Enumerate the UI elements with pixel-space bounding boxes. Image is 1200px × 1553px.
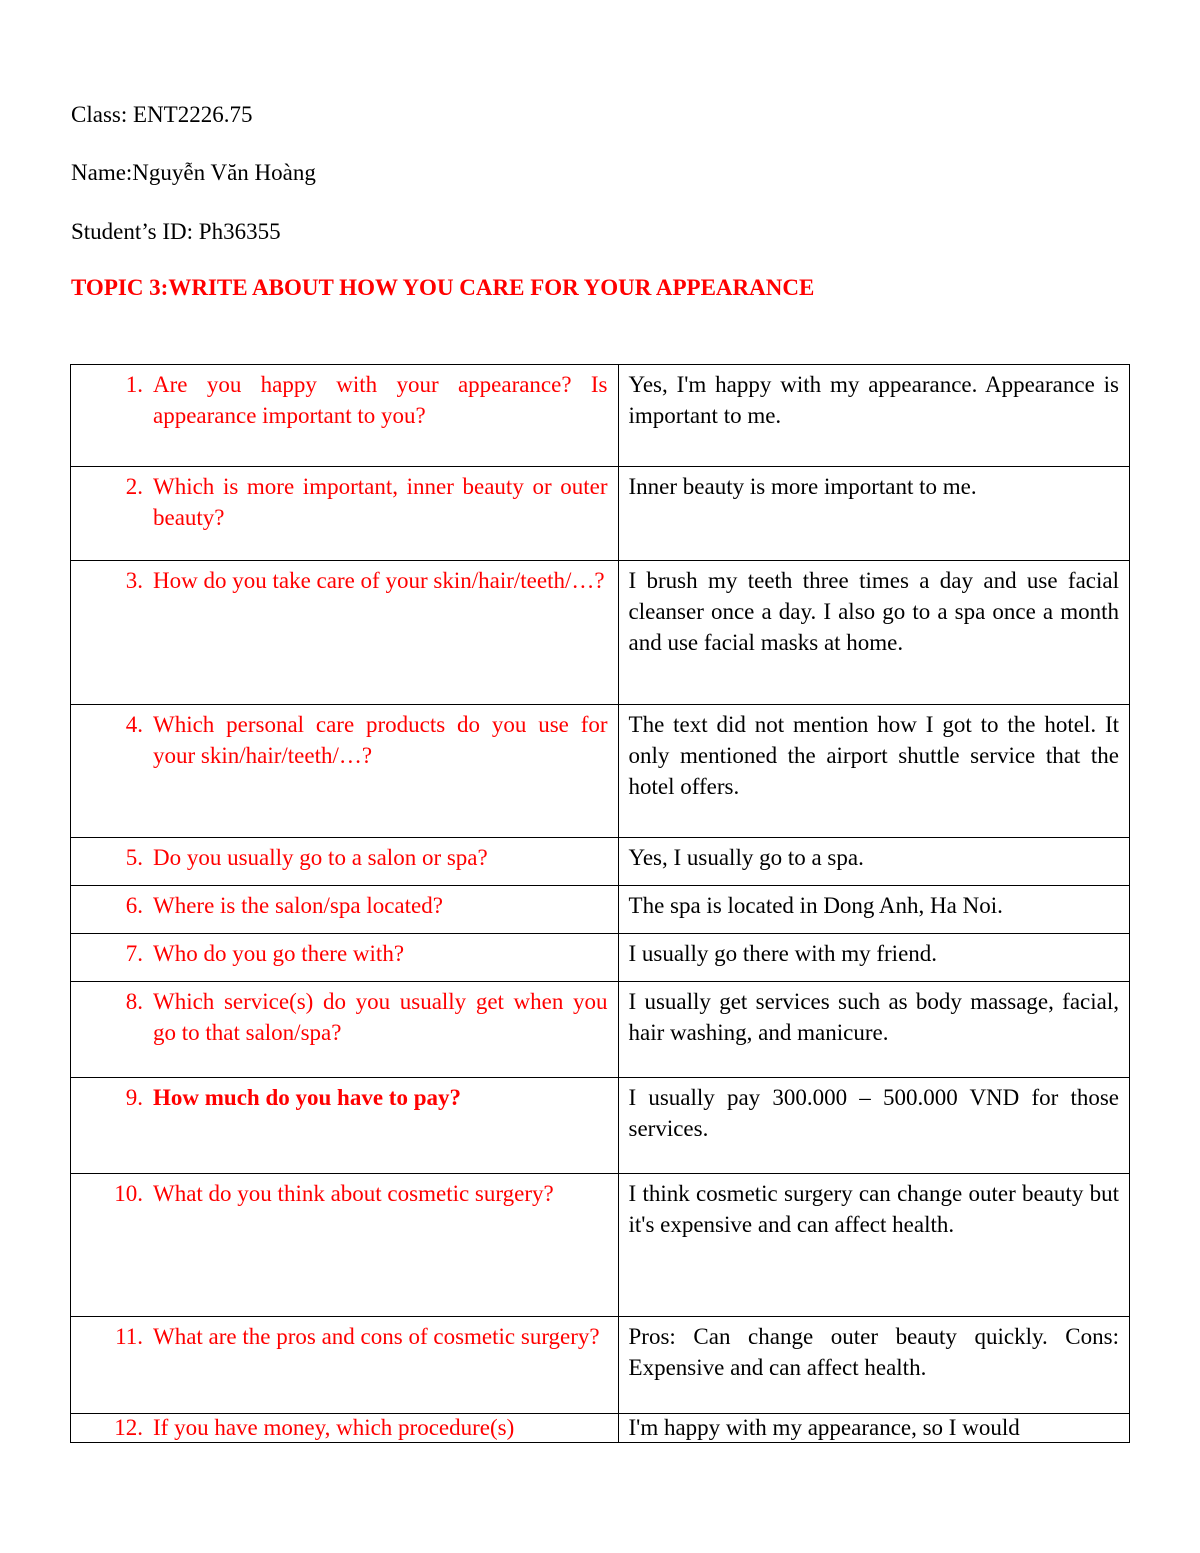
question-text: What are the pros and cons of cosmetic surgery? bbox=[153, 1324, 600, 1349]
answer-cell: The text did not mention how I got to the hotel. It only mentioned the airport shuttle service that the hotel offers. bbox=[618, 705, 1129, 838]
question-cell bbox=[71, 705, 619, 838]
student-id-line: Student’s ID: Ph36355 bbox=[71, 219, 281, 244]
question-text: Which is more important, inner beauty or outer beauty? bbox=[153, 474, 608, 530]
question-text: Are you happy with your appearance? Is appearance important to you? bbox=[153, 372, 608, 428]
class-line: Class: ENT2226.75 bbox=[71, 102, 253, 127]
table-row bbox=[71, 705, 1130, 838]
topic-title: TOPIC 3:WRITE ABOUT HOW YOU CARE FOR YOUR APPEARANCE bbox=[71, 275, 815, 300]
question-cell bbox=[71, 934, 619, 982]
answer-cell: I usually get services such as body massage, facial, hair washing, and manicure. bbox=[618, 982, 1129, 1078]
table-row bbox=[71, 1414, 1130, 1443]
answer-cell: Yes, I'm happy with my appearance. Appearance is important to me. bbox=[618, 365, 1129, 467]
question-cell bbox=[71, 982, 619, 1078]
question-cell bbox=[71, 467, 619, 561]
question-text: Who do you go there with? bbox=[153, 941, 405, 966]
answer-cell: I usually go there with my friend. bbox=[618, 934, 1129, 982]
question-number: 5. bbox=[125, 845, 143, 870]
question-cell bbox=[71, 1174, 619, 1317]
question-cell bbox=[71, 1414, 619, 1443]
question-number: 10. bbox=[114, 1181, 143, 1206]
question-number: 7. bbox=[125, 941, 143, 966]
question-cell bbox=[71, 1317, 619, 1414]
table-row bbox=[71, 982, 1130, 1078]
question-cell bbox=[71, 838, 619, 886]
name-line: Name:Nguyễn Văn Hoàng bbox=[71, 160, 316, 185]
table-row bbox=[71, 838, 1130, 886]
question-number: 2. bbox=[125, 474, 143, 499]
table-row bbox=[71, 561, 1130, 705]
question-number: 6. bbox=[125, 893, 143, 918]
question-text: Which service(s) do you usually get when you go to that salon/spa? bbox=[153, 989, 608, 1045]
table-row bbox=[71, 1078, 1130, 1174]
question-cell bbox=[71, 1078, 619, 1174]
answer-cell: Yes, I usually go to a spa. bbox=[618, 838, 1129, 886]
answer-cell: The spa is located in Dong Anh, Ha Noi. bbox=[618, 886, 1129, 934]
question-text: If you have money, which procedure(s) bbox=[153, 1415, 515, 1440]
question-text: Which personal care products do you use for your skin/hair/teeth/…? bbox=[153, 712, 608, 768]
question-number: 11. bbox=[115, 1324, 143, 1349]
question-text: What do you think about cosmetic surgery? bbox=[153, 1181, 554, 1206]
answer-cell: I brush my teeth three times a day and use facial cleanser once a day. I also go to a spa once a month and use facial masks at home. bbox=[618, 561, 1129, 705]
answer-cell: Pros: Can change outer beauty quickly. Cons: Expensive and can affect health. bbox=[618, 1317, 1129, 1414]
question-number: 3. bbox=[125, 568, 143, 593]
question-cell bbox=[71, 561, 619, 705]
question-number: 12. bbox=[114, 1415, 143, 1440]
answer-cell: I usually pay 300.000 – 500.000 VND for those services. bbox=[618, 1078, 1129, 1174]
question-cell bbox=[71, 886, 619, 934]
question-number: 8. bbox=[125, 989, 143, 1014]
qa-table bbox=[70, 364, 1130, 1443]
question-number: 1. bbox=[125, 372, 143, 397]
question-text: How much do you have to pay? bbox=[153, 1085, 461, 1110]
answer-cell: Inner beauty is more important to me. bbox=[618, 467, 1129, 561]
question-cell bbox=[71, 365, 619, 467]
table-row bbox=[71, 934, 1130, 982]
question-number: 9. bbox=[125, 1085, 143, 1110]
table-row bbox=[71, 365, 1130, 467]
table-row bbox=[71, 886, 1130, 934]
question-text: How do you take care of your skin/hair/teeth/…? bbox=[153, 568, 605, 593]
question-text: Where is the salon/spa located? bbox=[153, 893, 443, 918]
answer-cell: I think cosmetic surgery can change outer beauty but it's expensive and can affect health. bbox=[618, 1174, 1129, 1317]
answer-cell: I'm happy with my appearance, so I would bbox=[618, 1414, 1129, 1443]
question-number: 4. bbox=[125, 712, 143, 737]
table-row bbox=[71, 1174, 1130, 1317]
question-text: Do you usually go to a salon or spa? bbox=[153, 845, 488, 870]
table-row bbox=[71, 1317, 1130, 1414]
table-row bbox=[71, 467, 1130, 561]
